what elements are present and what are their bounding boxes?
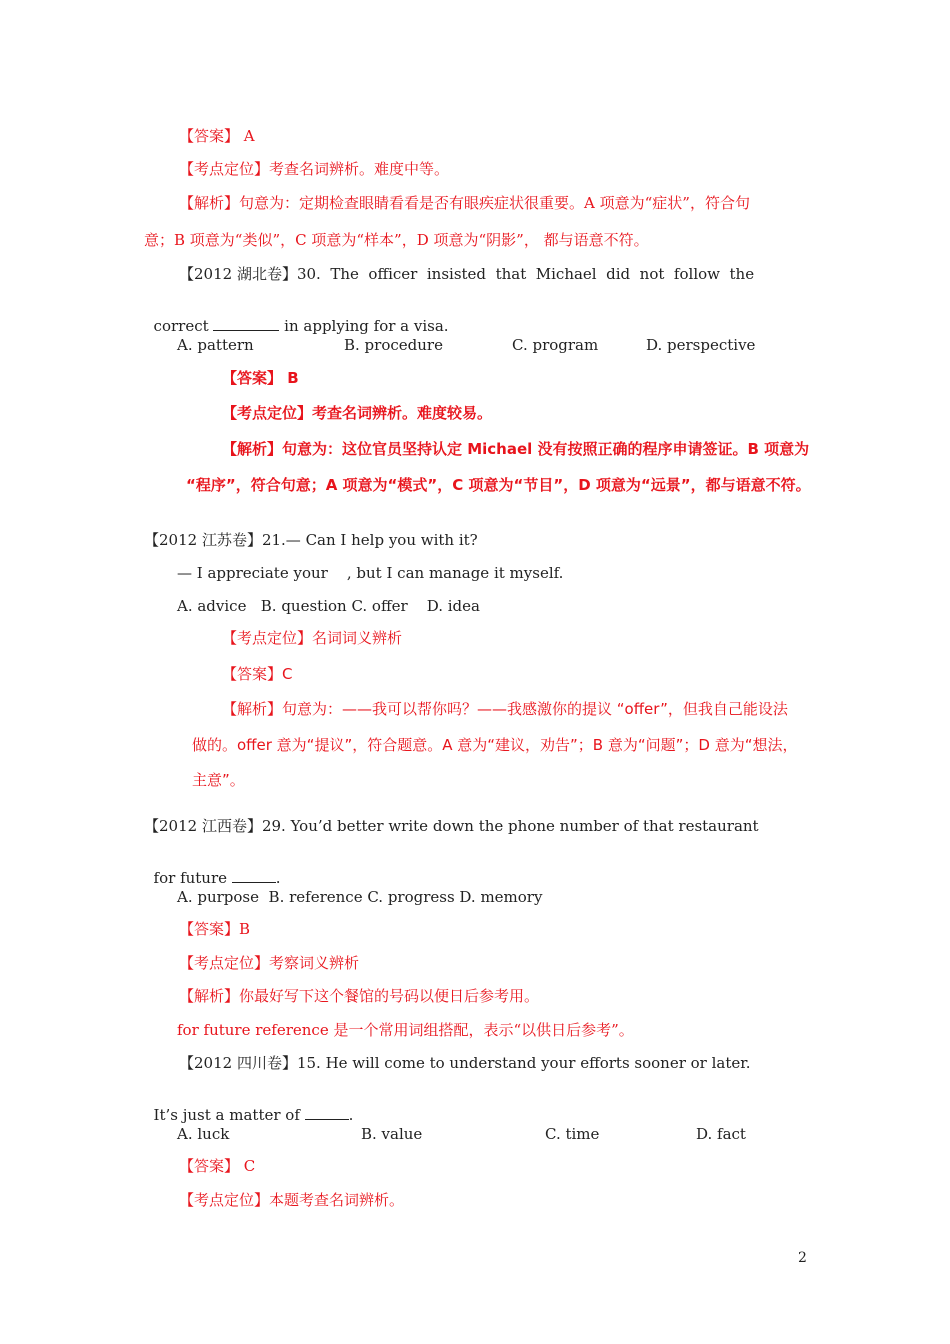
stem-text: . (348, 1106, 354, 1124)
analysis-line: 主意”。 (192, 771, 245, 789)
options: A. advice B. question C. offer D. idea (177, 597, 480, 615)
point-line: 【考点定位】考查名词辨析。难度中等。 (179, 160, 450, 178)
answer-blank (213, 329, 279, 331)
question-stem: 【2012 江西卷】29. You’d better write down the phone number of that restaurant (144, 817, 759, 835)
analysis-line: 意；B 项意为“类似”，C 项意为“样本”，D 项意为“阴影”， 都与语意不符。 (144, 231, 649, 249)
stem-text: in applying for a visa. (279, 317, 449, 335)
stem-text: It’s just a matter of (153, 1106, 305, 1124)
option-b: B. value (361, 1125, 423, 1143)
stem-text: . (275, 869, 281, 887)
point-line: 【考点定位】考察词义辨析 (179, 954, 360, 972)
option-a: A. luck (177, 1125, 230, 1143)
question-stem-cont: — I appreciate your , but I can manage it myself. (177, 564, 564, 582)
analysis-line: for future reference 是一个常用词组搭配，表示“以供日后参考”。 (177, 1021, 634, 1039)
analysis-line: “程序”，符合句意；A 项意为“模式”，C 项意为“节目”，D 项意为“远景”，都与语意不符。 (186, 476, 811, 494)
option-d: D. perspective (646, 336, 756, 354)
option-a: A. pattern (177, 336, 254, 354)
answer-blank (305, 1118, 349, 1120)
options: A. purpose B. reference C. progress D. memory (177, 888, 543, 906)
answer-line: 【答案】 A (179, 127, 255, 145)
question-stem: 【2012 江苏卷】21.— Can I help you with it? (144, 531, 478, 549)
answer-line: 【答案】C (222, 665, 293, 683)
answer-line: 【答案】 B (222, 369, 299, 387)
answer-line: 【答案】B (179, 920, 251, 938)
analysis-line: 做的。offer 意为“提议”，符合题意。A 意为“建议，劝告”；B 意为“问题”；D 意为“想法， (192, 736, 798, 754)
option-c: C. program (512, 336, 599, 354)
analysis-line: 【解析】你最好写下这个餐馆的号码以便日后参考用。 (179, 987, 540, 1005)
question-stem-cont (144, 856, 281, 886)
stem-text: correct (153, 317, 214, 335)
question-stem: 【2012 湖北卷】30. The officer insisted that Michael did not follow the (179, 265, 755, 283)
answer-line: 【答案】 C (179, 1157, 256, 1175)
point-line: 【考点定位】本题考查名词辨析。 (179, 1191, 405, 1209)
question-stem-cont (144, 1093, 353, 1123)
page-number: 2 (798, 1250, 807, 1266)
option-c: C. time (545, 1125, 600, 1143)
analysis-line: 【解析】句意为：——我可以帮你吗？——我感激你的提议 “offer”，但我自己能设法 (222, 700, 788, 718)
point-line: 【考点定位】名词词义辨析 (222, 629, 403, 647)
answer-blank (232, 881, 276, 883)
question-stem-cont (144, 304, 449, 334)
option-d: D. fact (696, 1125, 746, 1143)
point-line: 【考点定位】考查名词辨析。难度较易。 (222, 404, 493, 422)
stem-text: for future (153, 869, 232, 887)
analysis-line: 【解析】句意为：定期检查眼睛看看是否有眼疾症状很重要。A 项意为“症状”，符合句 (179, 194, 750, 212)
analysis-line: 【解析】句意为：这位官员坚持认定 Michael 没有按照正确的程序申请签证。B 项意为 (222, 440, 810, 458)
question-stem: 【2012 四川卷】15. He will come to understand your efforts sooner or later. (179, 1054, 751, 1072)
option-b: B. procedure (344, 336, 443, 354)
